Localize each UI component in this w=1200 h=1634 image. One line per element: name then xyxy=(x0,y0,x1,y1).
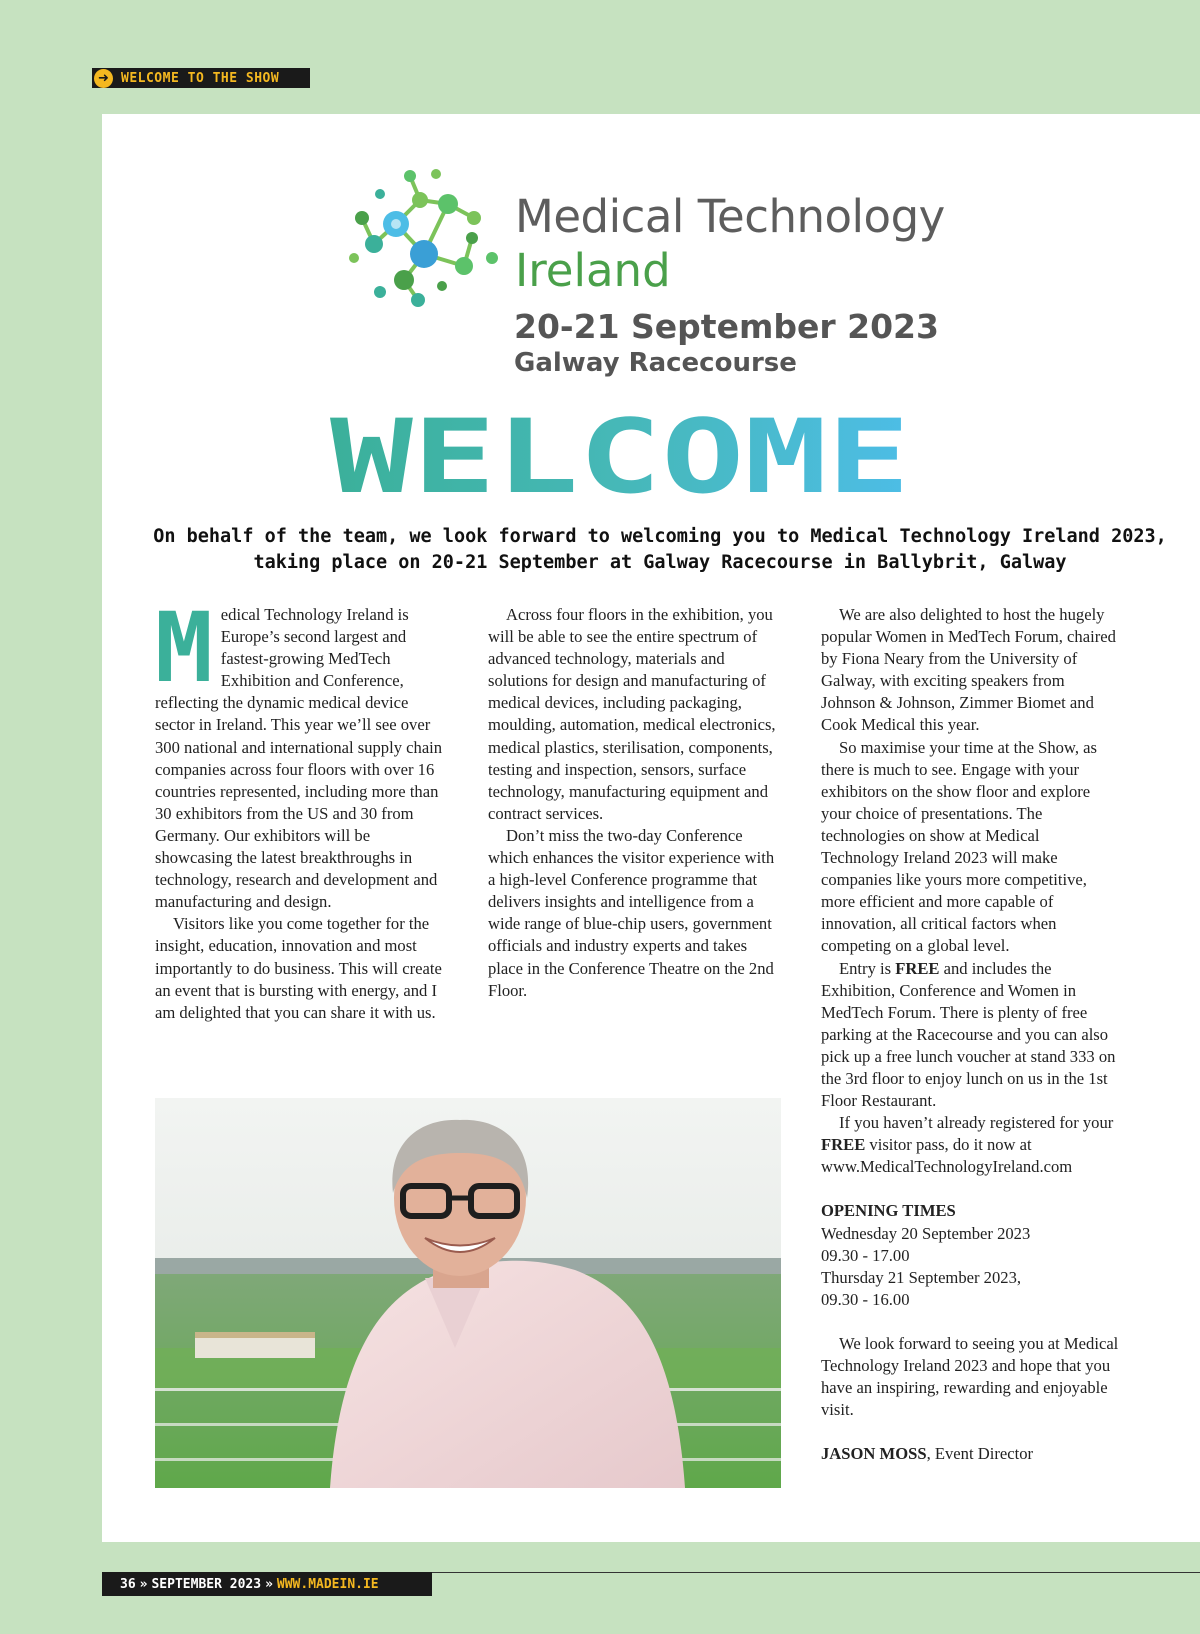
paragraph-text: If you haven’t already registered for your xyxy=(839,1113,1114,1133)
footer-separator: » xyxy=(139,1576,148,1592)
event-date: 20-21 September 2023 xyxy=(514,307,939,346)
paragraph: We look forward to seeing you at Medical Technology Ireland 2023 and hope that you have an inspiring, rewarding and enjoyable visit. xyxy=(821,1333,1119,1420)
section-label: WELCOME TO THE SHOW xyxy=(121,70,280,86)
opening-day-1: Wednesday 20 September 2023 xyxy=(821,1223,1031,1243)
signature-name: JASON MOSS xyxy=(821,1444,927,1464)
event-director-photo xyxy=(155,1098,781,1488)
paragraph: Across four floors in the exhibition, you will be able to see the entire spectrum of advanced technology, materials and solutions for design and manufacturing of medical devices, including packaging, moulding, automation, medical electronics, medical plastics, sterilisation, components, testing and inspection, sensors, surface technology, manufacturing equipment and contract services. xyxy=(488,605,776,823)
paragraph-text: visitor pass, do it now at www.MedicalTechnologyIreland.com xyxy=(821,1135,1073,1177)
opening-times-heading xyxy=(821,1200,1121,1222)
headline-text: WELCOME xyxy=(330,400,910,510)
event-venue: Galway Racecourse xyxy=(514,348,797,378)
paragraph-text: and includes the Exhibition, Conference and Women in MedTech Forum. There is plenty of free parking at the Racecourse and you can also pick up a free lunch voucher at stand 333 on the 3rd floor to enjoy lunch on us in the 1st Floor Restaurant. xyxy=(821,958,1116,1111)
arrow-right-icon: ➜ xyxy=(94,69,113,88)
intro-standfirst xyxy=(120,524,1200,576)
footer-separator: » xyxy=(265,1576,273,1592)
website-link[interactable]: WWW.MADEIN.IE xyxy=(276,1576,379,1592)
article-column-2 xyxy=(488,604,778,1002)
emphasis: FREE xyxy=(821,1135,866,1155)
welcome-headline xyxy=(320,400,920,510)
paragraph: Don’t miss the two-day Conference which enhances the visitor experience with a high-level Conference programme that delivers insights and intelligence from a wide range of blue-chip users, government officials and industry experts and takes place in the Conference Theatre on the 2nd Floor. xyxy=(488,825,775,1000)
event-name-line1: Medical Technology xyxy=(515,190,945,243)
opening-time-1: 09.30 - 17.00 xyxy=(821,1245,910,1265)
paragraph: Visitors like you come together for the insight, education, innovation and most importantly to do business. This will create an event that is bursting with energy, and I am delighted that you can share it with us. xyxy=(155,914,442,1022)
paragraph xyxy=(821,1112,1121,1178)
page-number: 36 xyxy=(120,1576,136,1592)
paragraph: We are also delighted to host the hugely popular Women in MedTech Forum, chaired by Fiona Neary from the University of Galway, with exciting speakers from Johnson & Johnson, Zimmer Biomet and Cook Medical this year. xyxy=(821,605,1116,735)
intro-line2: taking place on 20-21 September at Galway Racecourse in Ballybrit, Galway xyxy=(253,552,1067,573)
event-name-line2: Ireland xyxy=(515,244,671,297)
emphasis: FREE xyxy=(895,958,940,978)
opening-times-title: OPENING TIMES xyxy=(821,1201,956,1221)
paragraph-text: edical Technology Ireland is Europe’s second largest and fastest-growing MedTech Exhibition and Conference, reflecting the dynamic medical device sector in Ireland. This year we’ll see over 300 national and international supply chain companies across four floors with over 16 countries represented, including more than 30 exhibitors from the US and 30 from Germany. Our exhibitors will be showcasing the latest breakthroughs in technology, research and development and manufacturing and design. xyxy=(155,605,443,912)
signature xyxy=(821,1443,1121,1465)
signature-title: , Event Director xyxy=(926,1444,1034,1464)
medtech-logo-icon xyxy=(344,162,504,322)
dropcap: M xyxy=(155,592,213,704)
article-column-3 xyxy=(821,604,1121,1465)
issue-date: SEPTEMBER 2023 xyxy=(151,1576,262,1592)
intro-line1: On behalf of the team, we look forward to welcoming you to Medical Technology Ireland 2023, xyxy=(153,526,1167,547)
opening-day-2: Thursday 21 September 2023, xyxy=(821,1267,1022,1287)
footer-bar xyxy=(102,1572,432,1596)
paragraph: So maximise your time at the Show, as there is much to see. Engage with your exhibitors on the show floor and explore your choice of presentations. The technologies on show at Medical Technology Ireland 2023 will make companies like yours more competitive, more efficient and more capable of innovation, all critical factors when competing on a global level. xyxy=(821,737,1097,956)
paragraph xyxy=(821,958,1121,1113)
opening-time-2: 09.30 - 16.00 xyxy=(821,1289,910,1309)
section-tag xyxy=(92,68,310,88)
article-column-1 xyxy=(155,592,445,1024)
paragraph xyxy=(155,592,445,913)
paragraph-text: Entry is xyxy=(839,958,896,978)
